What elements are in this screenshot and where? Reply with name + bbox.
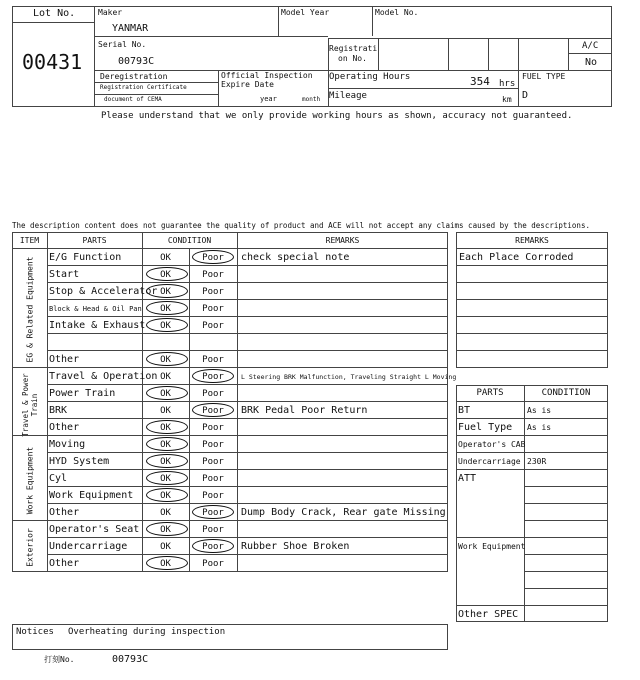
row-part: Travel & Operation <box>49 371 158 382</box>
month-label: month <box>302 96 321 103</box>
selected-condition-mark <box>192 403 234 417</box>
right-remarks-header: REMARKS <box>515 236 549 245</box>
selected-condition-mark <box>146 386 188 400</box>
poor-option: Poor <box>202 457 224 467</box>
serial-no-label: Serial No. <box>98 40 147 49</box>
row-part: Intake & Exhaust <box>49 320 146 331</box>
selected-condition-mark <box>192 250 234 264</box>
row-part: Operator's Seat <box>49 524 140 535</box>
stamp-no-label: 打刻No. <box>44 655 75 664</box>
row-part: Work Equipment <box>49 490 134 501</box>
selected-condition-mark <box>146 522 188 536</box>
ac-label: A/C <box>582 41 599 51</box>
poor-option: Poor <box>202 287 224 297</box>
selected-condition-mark <box>192 369 234 383</box>
poor-option: Poor <box>202 525 224 535</box>
poor-option: Poor <box>202 355 224 365</box>
ok-option: OK <box>160 525 171 535</box>
ok-option: OK <box>160 457 171 467</box>
ok-option: OK <box>160 440 171 450</box>
row-part: HYD System <box>49 456 110 467</box>
stamp-no-value: 00793C <box>112 654 149 665</box>
poor-option: Poor <box>202 321 224 331</box>
ok-option: OK <box>160 389 171 399</box>
right-part-name: Fuel Type <box>458 422 513 433</box>
right-part-name: Operator's CAB <box>458 440 526 449</box>
registration-label: Registrati <box>329 44 378 53</box>
poor-option: Poor <box>202 542 224 552</box>
official-inspection-label: Official Inspection <box>221 71 313 80</box>
right-part-name: Work Equipment <box>458 542 526 551</box>
model-year-label: Model Year <box>281 8 330 17</box>
poor-option: Poor <box>202 253 224 263</box>
row-remark: BRK Pedal Poor Return <box>241 405 368 416</box>
row-part: Other <box>49 558 80 569</box>
operating-hours-label: Operating Hours <box>329 72 411 82</box>
ok-option: OK <box>160 542 171 552</box>
official-inspection-label-2: Expire Date <box>221 80 274 89</box>
selected-condition-mark <box>146 420 188 434</box>
right-part-condition: As is <box>527 406 552 415</box>
ok-option: OK <box>160 491 171 501</box>
col-parts: PARTS <box>82 236 107 245</box>
row-part: Stop & Accelerator <box>49 286 158 297</box>
right-parts-col-parts: PARTS <box>476 388 504 398</box>
maker-label: Maker <box>98 8 123 17</box>
row-part: Other <box>49 507 80 518</box>
registration-label-2: on No. <box>338 54 367 63</box>
lot-no-label: Lot No. <box>33 8 76 19</box>
ok-option: OK <box>160 372 171 382</box>
ok-option: OK <box>160 270 171 280</box>
right-part-name: BT <box>458 405 471 416</box>
poor-option: Poor <box>202 270 224 280</box>
operating-hours-value: 354 <box>470 75 490 88</box>
right-part-condition: 230R <box>527 457 547 466</box>
group-eg-related: EG & Related Equipment <box>25 256 35 363</box>
year-label: year <box>260 95 277 103</box>
ac-value: No <box>585 57 598 68</box>
ok-option: OK <box>160 304 171 314</box>
hrs-unit: hrs <box>499 79 516 89</box>
ok-option: OK <box>160 406 171 416</box>
km-unit: km <box>502 95 512 104</box>
row-part: Power Train <box>49 388 116 399</box>
poor-option: Poor <box>202 491 224 501</box>
hours-notice: Please understand that we only provide working hours as shown, accuracy not guaranteed. <box>101 111 573 121</box>
selected-condition-mark <box>146 454 188 468</box>
poor-option: Poor <box>202 423 224 433</box>
right-part-condition: As is <box>527 423 552 432</box>
mileage-label: Mileage <box>329 91 367 101</box>
poor-option: Poor <box>202 508 224 518</box>
model-no-label: Model No. <box>375 8 419 17</box>
selected-condition-mark <box>192 505 234 519</box>
row-part: E/G Function <box>49 252 122 263</box>
row-part: Moving <box>49 439 86 450</box>
poor-option: Poor <box>202 474 224 484</box>
row-remark: L Steering BRK Malfunction, Traveling Straight L Moving <box>241 373 457 381</box>
lot-no-value: 00431 <box>22 50 83 74</box>
selected-condition-mark <box>146 318 188 332</box>
cema-label: document of CEMA <box>104 96 162 103</box>
poor-option: Poor <box>202 372 224 382</box>
row-remark: Dump Body Crack, Rear gate Missing <box>241 507 446 518</box>
selected-condition-mark <box>146 556 188 570</box>
reg-cert-label: Registration Certificate <box>100 84 187 91</box>
ok-option: OK <box>160 321 171 331</box>
row-part: Block & Head & Oil Pan <box>49 305 142 313</box>
selected-condition-mark <box>192 539 234 553</box>
ok-option: OK <box>160 287 171 297</box>
disclaimer: The description content does not guarantee the quality of product and ACE will not accept any claims caused by the descriptions. <box>12 221 590 230</box>
row-part: Undercarriage <box>49 541 128 552</box>
selected-condition-mark <box>146 267 188 281</box>
right-parts-col-condition: CONDITION <box>541 388 591 398</box>
maker-value: YANMAR <box>112 23 149 34</box>
col-condition: CONDITION <box>167 236 212 245</box>
col-remarks: REMARKS <box>325 236 360 245</box>
group-exterior: Exterior <box>25 528 35 567</box>
row-part: Cyl <box>49 473 68 484</box>
ok-option: OK <box>160 355 171 365</box>
selected-condition-mark <box>146 284 188 298</box>
row-part: Start <box>49 269 80 280</box>
ok-option: OK <box>160 508 171 518</box>
row-remark: check special note <box>241 252 350 263</box>
group-travel-power: Travel & Power Train <box>21 373 39 437</box>
group-work-equipment: Work Equipment <box>25 446 35 515</box>
ok-option: OK <box>160 559 171 569</box>
poor-option: Poor <box>202 304 224 314</box>
ok-option: OK <box>160 253 171 263</box>
notices-label: Notices <box>16 627 54 637</box>
serial-no-value: 00793C <box>118 56 155 67</box>
selected-condition-mark <box>146 301 188 315</box>
selected-condition-mark <box>146 437 188 451</box>
right-remark-text: Each Place Corroded <box>459 252 574 263</box>
selected-condition-mark <box>146 488 188 502</box>
deregistration-label: Deregistration <box>100 72 168 81</box>
ok-option: OK <box>160 474 171 484</box>
condition-table <box>12 232 448 572</box>
row-part: Other <box>49 422 80 433</box>
fuel-type-label: FUEL TYPE <box>522 72 566 81</box>
poor-option: Poor <box>202 389 224 399</box>
poor-option: Poor <box>202 440 224 450</box>
row-part: Other <box>49 354 80 365</box>
selected-condition-mark <box>146 471 188 485</box>
poor-option: Poor <box>202 406 224 416</box>
fuel-type-value: D <box>522 90 529 101</box>
right-part-name: Undercarriage <box>458 457 521 466</box>
selected-condition-mark <box>146 352 188 366</box>
ok-option: OK <box>160 423 171 433</box>
poor-option: Poor <box>202 559 224 569</box>
row-part: BRK <box>49 405 68 416</box>
col-item: ITEM <box>19 236 40 245</box>
notices-text: Overheating during inspection <box>68 627 226 637</box>
row-remark: Rubber Shoe Broken <box>241 541 350 552</box>
right-part-name: Other SPEC <box>458 609 519 620</box>
right-part-name: ATT <box>458 473 477 484</box>
